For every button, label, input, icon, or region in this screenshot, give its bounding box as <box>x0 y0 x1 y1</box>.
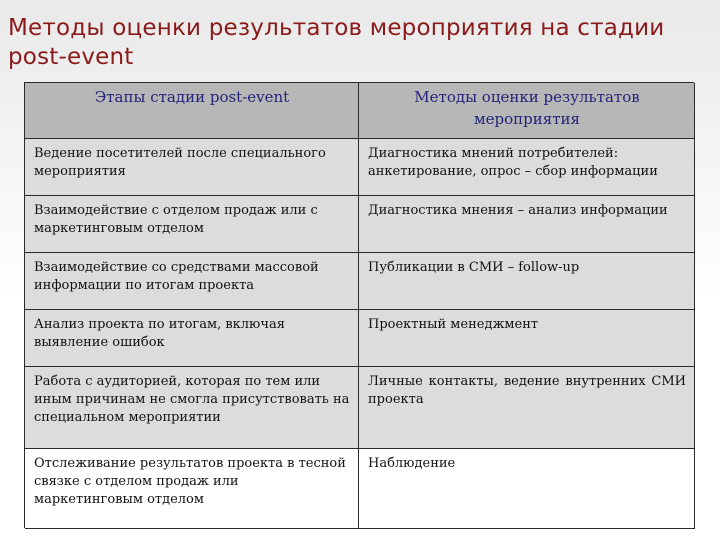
table-cell-method: Проектный менеджмент <box>359 310 695 367</box>
table-header-methods: Методы оценки результатов мероприятия <box>359 83 695 139</box>
slide-title: Методы оценки результатов мероприятия на стадии post-event <box>8 15 665 70</box>
table-header-stages: Этапы стадии post-event <box>25 83 359 139</box>
table-cell-stage: Отслеживание результатов проекта в тесной связке с отделом продаж или маркетинговым отделом <box>25 449 359 529</box>
table-cell-method: Публикации в СМИ – follow-up <box>359 253 695 310</box>
post-event-methods-table <box>24 82 694 528</box>
table-cell-stage: Ведение посетителей после специального мероприятия <box>25 139 359 196</box>
table-cell-stage: Работа с аудиторией, которая по тем или иным причинам не смогла присутствовать на специальном мероприятии <box>25 367 359 449</box>
table-cell-method: Диагностика мнения – анализ информации <box>359 196 695 253</box>
table-cell-stage: Взаимодействие с отделом продаж или с маркетинговым отделом <box>25 196 359 253</box>
table-cell-method: Личные контакты, ведение внутренних СМИ проекта <box>359 367 695 449</box>
table-cell-stage: Взаимодействие со средствами массовой информации по итогам проекта <box>25 253 359 310</box>
table-cell-method: Диагностика мнений потребителей: анкетирование, опрос – сбор информации <box>359 139 695 196</box>
table-cell-stage: Анализ проекта по итогам, включая выявление ошибок <box>25 310 359 367</box>
table-cell-method: Наблюдение <box>359 449 695 529</box>
